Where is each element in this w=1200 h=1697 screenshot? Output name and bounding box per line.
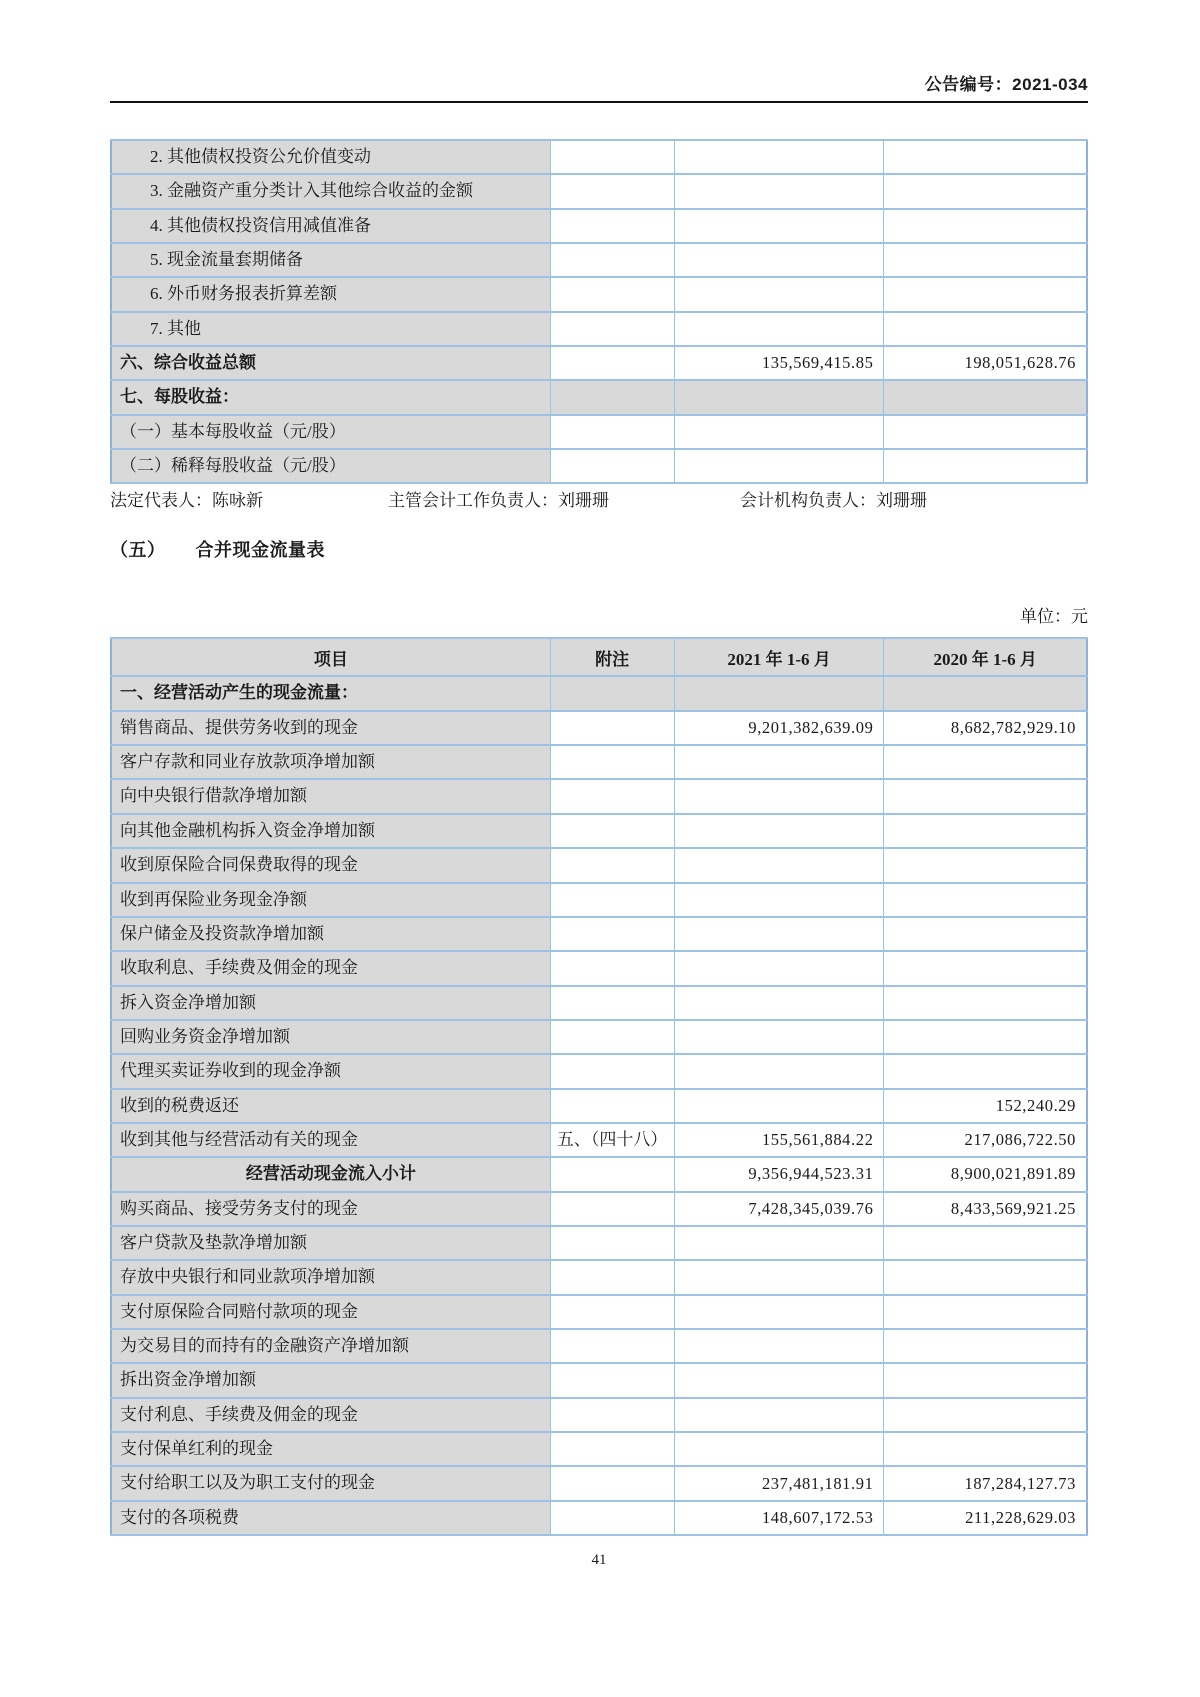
note-cell (550, 779, 674, 813)
table-row (111, 1398, 1087, 1432)
value-2020 (884, 779, 1087, 813)
note-cell (550, 1501, 674, 1535)
value-2020 (884, 277, 1087, 311)
note-cell (550, 1432, 674, 1466)
value-2020 (884, 951, 1087, 985)
value-2021 (674, 986, 884, 1020)
row-label: 支付保单红利的现金 (111, 1432, 550, 1466)
row-label: 六、综合收益总额 (111, 346, 550, 380)
note-cell (550, 1054, 674, 1088)
value-2021 (674, 243, 884, 277)
table-header-row (111, 638, 1087, 676)
note-cell (550, 1192, 674, 1226)
value-2021 (674, 951, 884, 985)
row-label: 拆出资金净增加额 (111, 1363, 550, 1397)
table-row (111, 174, 1087, 208)
row-label: 6. 外币财务报表折算差额 (111, 277, 550, 311)
table-row (111, 1226, 1087, 1260)
table-row (111, 1192, 1087, 1226)
note-cell (550, 1089, 674, 1123)
table-row (111, 917, 1087, 951)
row-label: 收到的税费返还 (111, 1089, 550, 1123)
value-2021 (674, 1020, 884, 1054)
note-cell (550, 848, 674, 882)
value-2021 (674, 814, 884, 848)
section-name: 合并现金流量表 (195, 540, 325, 561)
unit-label: 单位：元 (1020, 607, 1088, 627)
table-row (111, 1501, 1087, 1535)
table-row (111, 814, 1087, 848)
table-row (111, 312, 1087, 346)
row-label: 收取利息、手续费及佣金的现金 (111, 951, 550, 985)
value-2021 (674, 676, 884, 710)
note-cell (550, 1260, 674, 1294)
value-2020 (884, 1432, 1087, 1466)
value-2020 (884, 1054, 1087, 1088)
note-cell (550, 1157, 674, 1191)
value-2021 (674, 1295, 884, 1329)
value-2021 (674, 449, 884, 483)
value-2020: 187,284,127.73 (884, 1466, 1087, 1500)
note-cell (550, 917, 674, 951)
value-2021 (674, 883, 884, 917)
note-cell (550, 174, 674, 208)
row-label: 购买商品、接受劳务支付的现金 (111, 1192, 550, 1226)
value-2020: 217,086,722.50 (884, 1123, 1087, 1157)
column-header-2021: 2021 年 1-6 月 (674, 638, 884, 676)
row-label: 收到再保险业务现金净额 (111, 883, 550, 917)
row-label: 客户贷款及垫款净增加额 (111, 1226, 550, 1260)
table-row (111, 1089, 1087, 1123)
column-header-item: 项目 (111, 638, 550, 676)
note-cell (550, 1466, 674, 1500)
table-row (111, 1260, 1087, 1294)
note-cell (550, 312, 674, 346)
value-2021 (674, 140, 884, 174)
row-label: 收到原保险合同保费取得的现金 (111, 848, 550, 882)
legal-representative: 法定代表人：陈咏新 (110, 491, 263, 511)
row-label: 客户存款和同业存放款项净增加额 (111, 745, 550, 779)
value-2020 (884, 1295, 1087, 1329)
table-row (111, 1123, 1087, 1157)
value-2020 (884, 848, 1087, 882)
row-label: 存放中央银行和同业款项净增加额 (111, 1260, 550, 1294)
value-2021 (674, 1054, 884, 1088)
value-2020: 198,051,628.76 (884, 346, 1087, 380)
value-2020 (884, 1260, 1087, 1294)
table-row (111, 380, 1087, 414)
row-label: 一、经营活动产生的现金流量： (111, 676, 550, 710)
table-row (111, 676, 1087, 710)
section-title (110, 536, 1088, 562)
column-header-2020: 2020 年 1-6 月 (884, 638, 1087, 676)
table-row (111, 277, 1087, 311)
value-2021: 155,561,884.22 (674, 1123, 884, 1157)
row-label: 拆入资金净增加额 (111, 986, 550, 1020)
value-2021: 237,481,181.91 (674, 1466, 884, 1500)
table-row (111, 346, 1087, 380)
row-label: （二）稀释每股收益（元/股） (111, 449, 550, 483)
value-2021 (674, 1398, 884, 1432)
note-cell: 五、（四十八） (550, 1123, 674, 1157)
value-2020 (884, 1363, 1087, 1397)
row-label: 向其他金融机构拆入资金净增加额 (111, 814, 550, 848)
table-row (111, 449, 1087, 483)
value-2020: 8,433,569,921.25 (884, 1192, 1087, 1226)
value-2021 (674, 174, 884, 208)
value-2021 (674, 277, 884, 311)
value-2020 (884, 209, 1087, 243)
row-label: 支付原保险合同赔付款项的现金 (111, 1295, 550, 1329)
row-label: 7. 其他 (111, 312, 550, 346)
note-cell (550, 1226, 674, 1260)
note-cell (550, 745, 674, 779)
note-cell (550, 711, 674, 745)
table-row (111, 415, 1087, 449)
table-row (111, 1329, 1087, 1363)
row-label: 销售商品、提供劳务收到的现金 (111, 711, 550, 745)
table-row (111, 1295, 1087, 1329)
table-row (111, 883, 1087, 917)
row-label: 代理买卖证券收到的现金净额 (111, 1054, 550, 1088)
table-row (111, 1432, 1087, 1466)
value-2021 (674, 1226, 884, 1260)
value-2020: 211,228,629.03 (884, 1501, 1087, 1535)
row-label: 5. 现金流量套期储备 (111, 243, 550, 277)
row-label: 支付利息、手续费及佣金的现金 (111, 1398, 550, 1432)
value-2020: 8,900,021,891.89 (884, 1157, 1087, 1191)
table-row (111, 1054, 1087, 1088)
row-label: 支付给职工以及为职工支付的现金 (111, 1466, 550, 1500)
value-2020 (884, 449, 1087, 483)
table-row (111, 745, 1087, 779)
value-2020 (884, 1329, 1087, 1363)
value-2021 (674, 745, 884, 779)
value-2021: 9,356,944,523.31 (674, 1157, 884, 1191)
value-2020 (884, 986, 1087, 1020)
row-label: 2. 其他债权投资公允价值变动 (111, 140, 550, 174)
row-label: 3. 金融资产重分类计入其他综合收益的金额 (111, 174, 550, 208)
note-cell (550, 676, 674, 710)
row-label: （一）基本每股收益（元/股） (111, 415, 550, 449)
value-2020 (884, 1020, 1087, 1054)
table-row (111, 140, 1087, 174)
value-2021 (674, 1089, 884, 1123)
row-label: 4. 其他债权投资信用减值准备 (111, 209, 550, 243)
note-cell (550, 209, 674, 243)
note-cell (550, 243, 674, 277)
value-2020 (884, 380, 1087, 414)
value-2020: 152,240.29 (884, 1089, 1087, 1123)
value-2021 (674, 380, 884, 414)
value-2020 (884, 174, 1087, 208)
value-2020 (884, 917, 1087, 951)
value-2020 (884, 415, 1087, 449)
row-label: 为交易目的而持有的金融资产净增加额 (111, 1329, 550, 1363)
accounting-dept-head: 会计机构负责人：刘珊珊 (740, 491, 927, 511)
value-2021: 7,428,345,039.76 (674, 1192, 884, 1226)
table-row (111, 209, 1087, 243)
announcement-number: 公告编号：2021-034 (110, 70, 1088, 103)
table-row (111, 986, 1087, 1020)
value-2020 (884, 140, 1087, 174)
value-2020 (884, 745, 1087, 779)
note-cell (550, 1295, 674, 1329)
table-row (111, 243, 1087, 277)
note-cell (550, 449, 674, 483)
table-row (111, 1157, 1087, 1191)
value-2021 (674, 209, 884, 243)
note-cell (550, 986, 674, 1020)
income-statement-table (110, 139, 1088, 484)
table-row (111, 711, 1087, 745)
cashflow-statement-table (110, 637, 1088, 1536)
value-2020 (884, 1398, 1087, 1432)
note-cell (550, 883, 674, 917)
value-2020 (884, 243, 1087, 277)
table-row (111, 951, 1087, 985)
note-cell (550, 1329, 674, 1363)
row-label: 支付的各项税费 (111, 1501, 550, 1535)
value-2021 (674, 1260, 884, 1294)
note-cell (550, 1363, 674, 1397)
value-2021 (674, 1432, 884, 1466)
note-cell (550, 140, 674, 174)
value-2021 (674, 1329, 884, 1363)
value-2021 (674, 415, 884, 449)
value-2021 (674, 917, 884, 951)
table-row (111, 1363, 1087, 1397)
column-header-note: 附注 (550, 638, 674, 676)
section-prefix: （五） (110, 540, 166, 561)
table-row (111, 779, 1087, 813)
value-2021 (674, 312, 884, 346)
chief-accounting-officer: 主管会计工作负责人：刘珊珊 (388, 491, 609, 511)
value-2021 (674, 848, 884, 882)
value-2020 (884, 676, 1087, 710)
value-2020 (884, 883, 1087, 917)
table-row (111, 1020, 1087, 1054)
row-label: 七、每股收益： (111, 380, 550, 414)
value-2020 (884, 312, 1087, 346)
value-2020 (884, 1226, 1087, 1260)
value-2021: 9,201,382,639.09 (674, 711, 884, 745)
table-row (111, 1466, 1087, 1500)
page-number: 41 (591, 1552, 607, 1569)
value-2021: 148,607,172.53 (674, 1501, 884, 1535)
note-cell (550, 415, 674, 449)
note-cell (550, 277, 674, 311)
row-label: 回购业务资金净增加额 (111, 1020, 550, 1054)
note-cell (550, 346, 674, 380)
note-cell (550, 814, 674, 848)
note-cell (550, 1398, 674, 1432)
row-label: 收到其他与经营活动有关的现金 (111, 1123, 550, 1157)
row-label: 向中央银行借款净增加额 (111, 779, 550, 813)
row-label: 保户储金及投资款净增加额 (111, 917, 550, 951)
value-2021: 135,569,415.85 (674, 346, 884, 380)
note-cell (550, 1020, 674, 1054)
signature-line (110, 490, 1088, 512)
note-cell (550, 380, 674, 414)
value-2021 (674, 779, 884, 813)
table-row (111, 848, 1087, 882)
row-label: 经营活动现金流入小计 (111, 1157, 550, 1191)
note-cell (550, 951, 674, 985)
value-2020 (884, 814, 1087, 848)
value-2021 (674, 1363, 884, 1397)
value-2020: 8,682,782,929.10 (884, 711, 1087, 745)
